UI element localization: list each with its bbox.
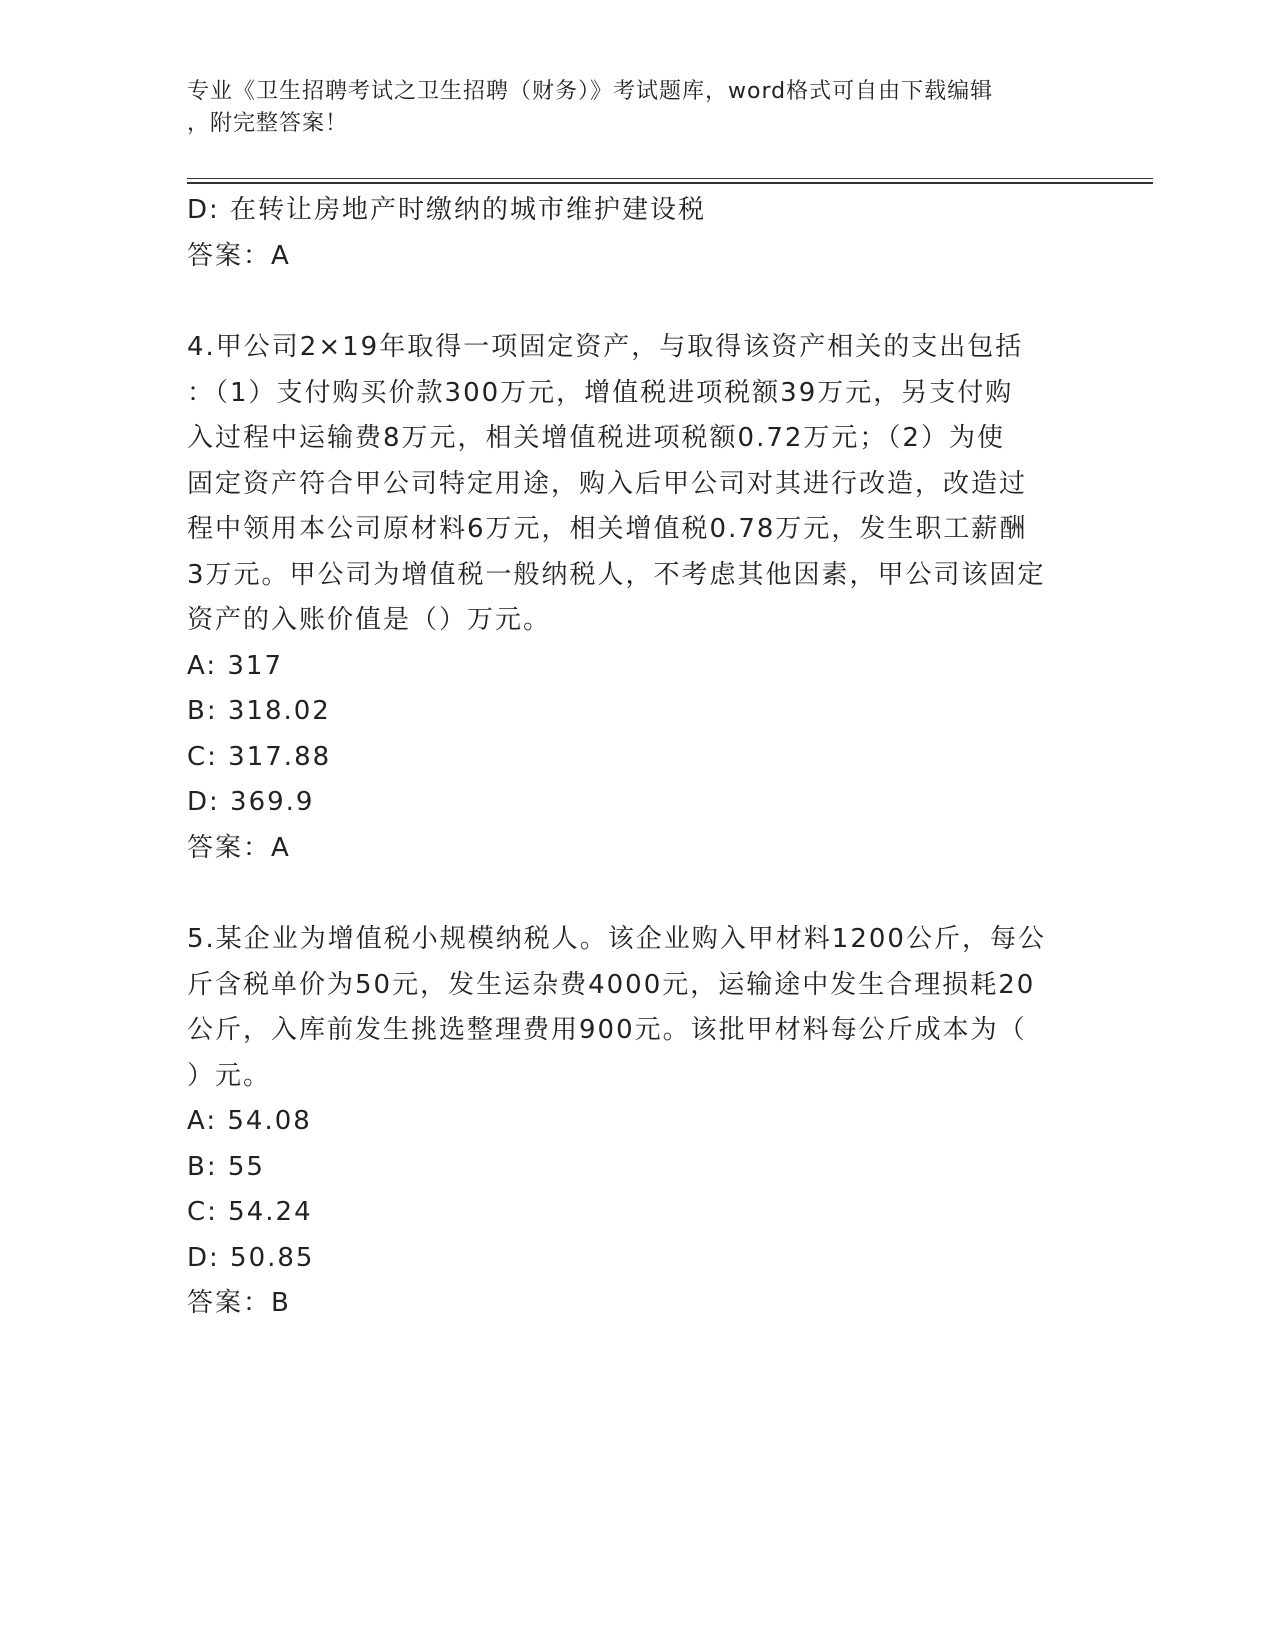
question-stem-line: ）元。 [187,1060,272,1091]
question-stem-line: 资产的入账价值是（）万元。 [187,605,552,635]
header-line-1: 专业《卫生招聘考试之卫生招聘（财务）》考试题库，word格式可自由下载编辑 [187,79,994,104]
question-stem-line: 固定资产符合甲公司特定用途，购入后甲公司对其进行改造，改造过 [187,468,1028,499]
question-stem-line: ：（1）支付购买价款300万元，增值税进项税额39万元，另支付购 [187,377,1014,408]
answer-prev: 答案：A [187,240,291,271]
option-d: D: 369.9 [187,787,315,817]
option-c: C: 317.88 [187,741,332,772]
answer: 答案：A [187,832,291,863]
question-content [187,188,1087,1327]
header-line-2: ，附完整答案！ [187,111,349,136]
option-b: B: 55 [187,1151,265,1182]
question-stem-line: 5.某企业为增值税小规模纳税人。该企业购入甲材料1200公斤，每公 [187,924,1046,954]
question-5 [187,917,1087,1327]
spacer [187,871,1087,917]
page-header [187,76,1067,140]
question-stem-line: 3万元。甲公司为增值税一般纳税人，不考虑其他因素，甲公司该固定 [187,559,1046,590]
option-c: C: 54.24 [187,1197,313,1227]
option-b: B: 318.02 [187,696,331,726]
header-divider [187,178,1153,184]
question-stem-line: 4.甲公司2×19年取得一项固定资产，与取得该资产相关的支出包括 [187,332,1024,362]
question-stem-line: 斤含税单价为50元，发生运杂费4000元，运输途中发生合理损耗20 [187,969,1036,1000]
question-4 [187,325,1087,871]
option-a: A: 317 [187,650,283,681]
answer: 答案：B [187,1288,291,1318]
spacer [187,279,1087,325]
question-stem-line: 公斤，入库前发生挑选整理费用900元。该批甲材料每公斤成本为（ [187,1015,1027,1045]
question-stem-line: 程中领用本公司原材料6万元，相关增值税0.78万元，发生职工薪酬 [187,514,1028,544]
option-a: A: 54.08 [187,1106,312,1136]
option-d-prev: D: 在转让房地产时缴纳的城市维护建设税 [187,195,707,225]
option-d: D: 50.85 [187,1242,315,1273]
question-stem-line: 入过程中运输费8万元，相关增值税进项税额0.72万元；（2）为使 [187,423,1005,453]
